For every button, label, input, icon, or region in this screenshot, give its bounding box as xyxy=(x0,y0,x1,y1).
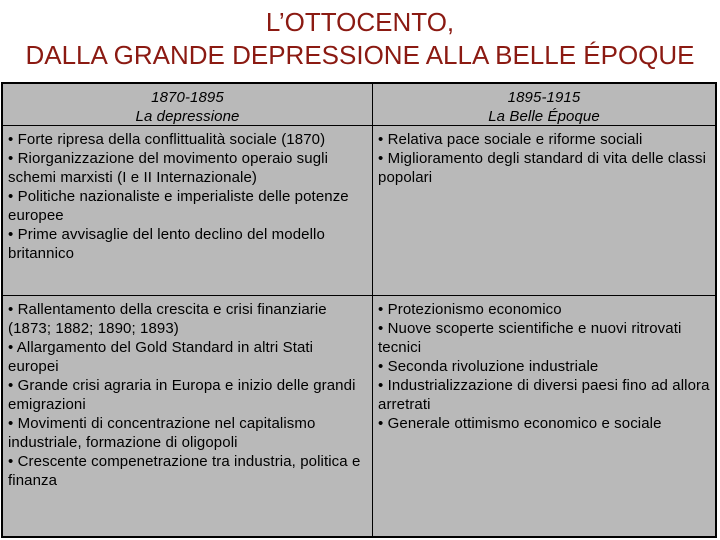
list-item: • Industrializzazione di diversi paesi fino ad allora arretrati xyxy=(378,377,710,413)
list-item: • Prime avvisaglie del lento declino del modello britannico xyxy=(8,226,325,262)
header-period: 1870-1895 xyxy=(151,89,224,106)
header-cell-depression xyxy=(3,84,373,126)
list-item: • Forte ripresa della conflittualità sociale (1870) xyxy=(8,131,326,148)
list-item: • Rallentamento della crescita e crisi finanziarie (1873; 1882; 1890; 1893) xyxy=(8,301,327,337)
list-item: • Movimenti di concentrazione nel capitalismo industriale, formazione di oligopoli xyxy=(8,415,316,451)
list-item: • Relativa pace sociale e riforme sociali xyxy=(378,131,643,148)
comparison-table xyxy=(1,82,717,538)
table-cell-social-right xyxy=(373,126,715,296)
list-item: • Protezionismo economico xyxy=(378,301,562,318)
list-item: • Miglioramento degli standard di vita delle classi popolari xyxy=(378,150,707,186)
list-item: • Generale ottimismo economico e sociale xyxy=(378,415,662,432)
table-cell-economic-right xyxy=(373,296,715,536)
header-period: 1895-1915 xyxy=(507,89,581,106)
header-name: La depressione xyxy=(135,108,240,125)
header-cell-belle-epoque xyxy=(373,84,715,126)
title-line-2: DALLA GRANDE DEPRESSIONE ALLA BELLE ÉPOQUE xyxy=(25,40,695,70)
title-line-1: L’OTTOCENTO, xyxy=(265,7,455,37)
list-item: • Grande crisi agraria in Europa e inizio delle grandi emigrazioni xyxy=(8,377,356,413)
list-item: • Riorganizzazione del movimento operaio sugli schemi marxisti (I e II Internazionale) xyxy=(8,150,329,186)
list-item: • Crescente compenetrazione tra industria, politica e finanza xyxy=(8,453,361,489)
list-item: • Politiche nazionaliste e imperialiste delle potenze europee xyxy=(8,188,349,224)
list-item: • Allargamento del Gold Standard in altri Stati europei xyxy=(8,339,314,375)
list-item: • Nuove scoperte scientifiche e nuovi ritrovati tecnici xyxy=(378,320,682,356)
slide-title xyxy=(0,6,720,72)
table-cell-social-left xyxy=(3,126,373,296)
table-cell-economic-left xyxy=(3,296,373,536)
header-name: La Belle Époque xyxy=(488,108,600,125)
list-item: • Seconda rivoluzione industriale xyxy=(378,358,599,375)
